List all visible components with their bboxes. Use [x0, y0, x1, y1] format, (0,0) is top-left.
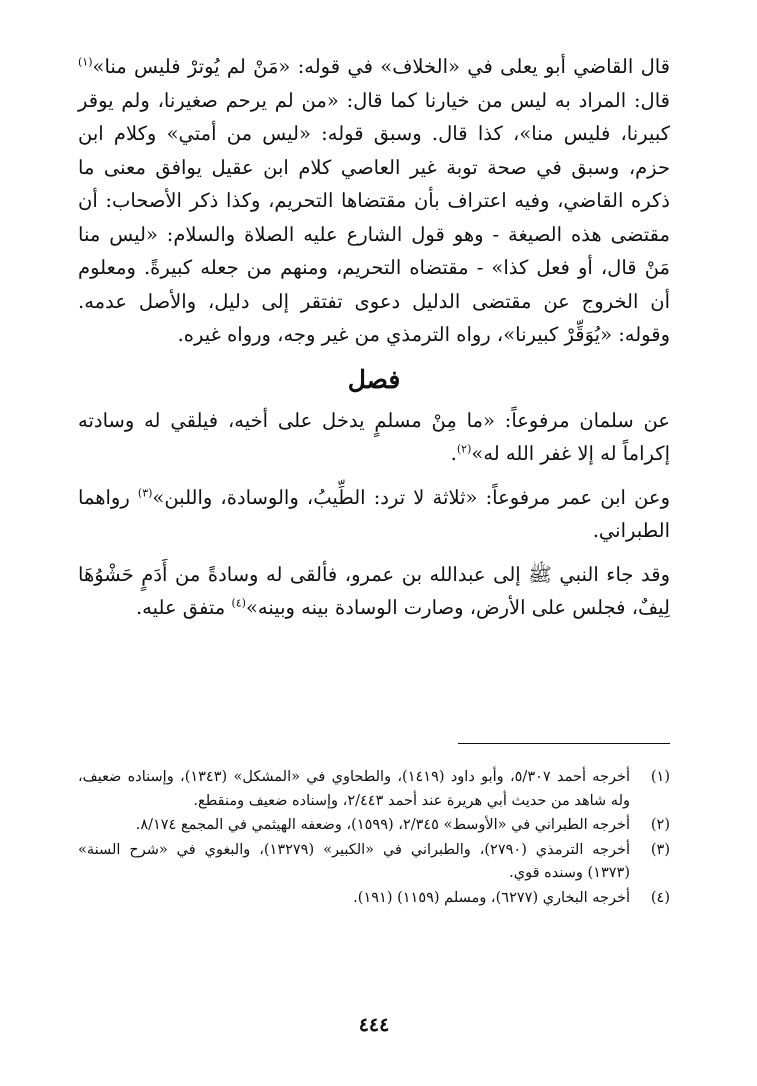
paragraph-text: وقد جاء النبي ﷺ إلى عبدالله بن عمرو، فألقى له وسادةً من أَدَمٍ حَشْوُهَا لِيفٌ، فجلس على الأرض، وصارت الوسادة بينه وبينه» — [78, 562, 670, 619]
footnote-number: (٤) — [650, 889, 670, 906]
footnote-2 — [78, 814, 670, 838]
footnote-ref-2[interactable]: (٢) — [456, 442, 472, 456]
footnote-ref-3[interactable]: (٣) — [137, 486, 153, 499]
paragraph-1 — [78, 50, 670, 352]
paragraph-text: وعن ابن عمر مرفوعاً: «ثلاثة لا ترد: الطِّيبُ، والوسادة، واللبن» — [152, 485, 670, 509]
paragraph-text-tail: . — [450, 442, 457, 465]
paragraph-text: عن سلمان مرفوعاً: «ما مِنْ مسلمٍ يدخل على أخيه، فيلقي له وسادته إكراماً له إلا غفر الله له» — [78, 408, 670, 465]
footnote-text: أخرجه البخاري (٦٢٧٧)، ومسلم (١١٥٩) (١٩١). — [353, 889, 630, 906]
footnote-number: (٣) — [650, 841, 670, 858]
footnote-text: أخرجه الطبراني في «الأوسط» ٢/٣٤٥، (١٥٩٩)، وضعفه الهيثمي في المجمع ٨/١٧٤. — [135, 817, 630, 833]
section-heading: فصل — [347, 364, 401, 394]
paragraph-text-tail: رواهما الطبراني. — [78, 485, 670, 542]
footnote-number: (٢) — [650, 817, 670, 833]
paragraph-2 — [78, 404, 670, 471]
footnotes — [78, 766, 670, 911]
paragraph-4 — [78, 558, 670, 625]
footnote-divider — [458, 743, 670, 744]
paragraph-text-tail: متفق عليه. — [135, 596, 232, 619]
footnote-ref-1[interactable]: (١) — [78, 55, 93, 69]
paragraph-text: قال القاضي أبو يعلى في «الخلاف» في قوله: «مَنْ لم يُوترْ فليس منا» — [92, 55, 670, 78]
footnote-number: (١) — [650, 769, 670, 785]
footnote-ref-4[interactable]: (٤) — [231, 596, 246, 610]
main-text — [78, 50, 670, 625]
footnote-1 — [78, 766, 670, 813]
footnote-text: أخرجه أحمد ٥/٣٠٧، وأبو داود (١٤١٩)، والطحاوي في «المشكل» (١٣٤٣)، وإسناده ضعيف، وله شاهد من حديث أبي هريرة عند أحمد ٢/٤٤٣، وإسناده ضعيف ومنقطع. — [78, 769, 631, 809]
paragraph-text-tail: قال: المراد به ليس من خيارنا كما قال: «من لم يرحم صغيرنا، ولم يوقر كبيرنا، فليس منا»، كذا قال. وسبق قوله: «ليس من أمتي» وكلام ابن حزم، وسبق في صحة توبة غير العاصي كلام ابن عقيل يوافق معنى ما ذكره القاضي، وفيه اعتراف بأن مقتضاها التحريم، وكذا ذكر الأصحاب: أن مقتضى هذه الصيغة - وهو قول الشارع عليه الصلاة والسلام: «ليس منا مَنْ قال، أو فعل كذا» - مقتضاه التحريم، ومنهم من جعله كبيرةً. ومعلوم أن الخروج عن مقتضى الدليل دعوى تفتقر إلى دليل، والأصل عدمه. وقوله: «يُوَقِّرْ كبيرنا»، رواه الترمذي من غير وجه، ورواه غيره. — [78, 88, 670, 346]
footnote-3 — [78, 839, 670, 886]
footnote-4 — [78, 887, 670, 911]
page-number: ٤٤٤ — [358, 1014, 390, 1036]
paragraph-3 — [78, 481, 670, 548]
footnote-text: أخرجه الترمذي (٢٧٩٠)، والطبراني في «الكبير» (١٣٢٧٩)، والبغوي في «شرح السنة» (١٣٧٣) وسنده قوي. — [78, 841, 631, 881]
book-page — [78, 50, 670, 1050]
